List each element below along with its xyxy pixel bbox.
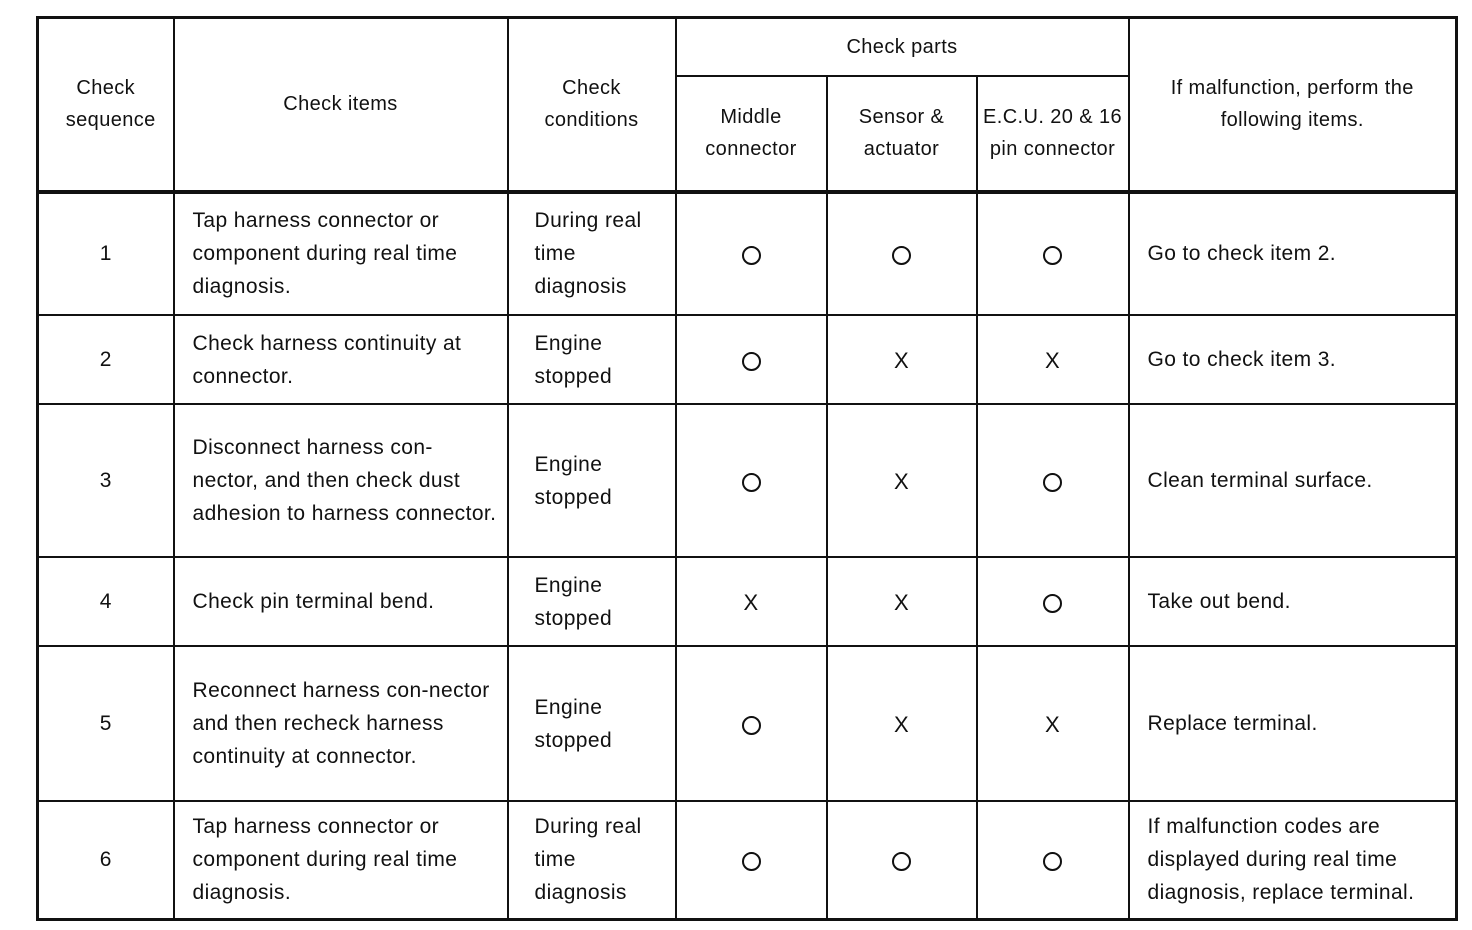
row-ecu-connector-mark bbox=[977, 646, 1129, 801]
row-condition-text: During real time diagnosis bbox=[534, 815, 642, 905]
mark-circle-icon bbox=[742, 352, 761, 371]
mark-circle-icon bbox=[892, 852, 911, 871]
row-condition bbox=[508, 646, 676, 801]
mark-x-icon: X bbox=[1044, 712, 1061, 738]
row-check-item: Check pin terminal bend. bbox=[174, 557, 508, 646]
row-sensor-actuator-mark bbox=[827, 801, 977, 920]
mark-circle-icon bbox=[742, 716, 761, 735]
row-middle-connector-mark bbox=[676, 557, 827, 646]
row-sequence: 5 bbox=[38, 646, 174, 801]
row-middle-connector-mark bbox=[676, 801, 827, 920]
header-ecu-connector-label: E.C.U. 20 & 16 pin connector bbox=[983, 106, 1122, 160]
row-sensor-actuator-mark bbox=[827, 192, 977, 316]
row-ecu-connector-mark bbox=[977, 192, 1129, 316]
row-sensor-actuator-mark bbox=[827, 646, 977, 801]
table-row bbox=[38, 801, 1457, 920]
row-ecu-connector-mark bbox=[977, 557, 1129, 646]
table-row bbox=[38, 404, 1457, 557]
row-action: Take out bend. bbox=[1129, 557, 1457, 646]
row-sequence: 1 bbox=[38, 192, 174, 316]
row-check-item: Check harness continuity at connector. bbox=[174, 315, 508, 404]
mark-x-icon: X bbox=[893, 469, 910, 495]
row-middle-connector-mark bbox=[676, 192, 827, 316]
mark-circle-icon bbox=[742, 473, 761, 492]
row-sequence: 3 bbox=[38, 404, 174, 557]
header-check-conditions bbox=[508, 18, 676, 192]
mark-x-icon: X bbox=[1044, 348, 1061, 374]
header-if-malfunction bbox=[1129, 18, 1457, 192]
header-check-items: Check items bbox=[174, 18, 508, 192]
row-check-item: Tap harness connector or component during real time diagnosis. bbox=[174, 801, 508, 920]
check-sequence-table bbox=[36, 16, 1458, 921]
row-condition bbox=[508, 557, 676, 646]
row-ecu-connector-mark bbox=[977, 801, 1129, 920]
header-check-sequence-label: Check sequence bbox=[65, 77, 156, 132]
mark-circle-icon bbox=[892, 246, 911, 265]
row-action-text: If malfunction codes are displayed during real time diagnosis, replace terminal. bbox=[1147, 815, 1415, 905]
row-action: Clean terminal surface. bbox=[1129, 404, 1457, 557]
header-check-conditions-label: Check conditions bbox=[544, 77, 639, 132]
row-ecu-connector-mark bbox=[977, 404, 1129, 557]
row-check-item: Disconnect harness con-nector, and then check dust adhesion to harness connector. bbox=[174, 404, 508, 557]
header-check-parts: Check parts bbox=[676, 18, 1129, 76]
row-sensor-actuator-mark bbox=[827, 557, 977, 646]
header-middle-connector-label: Middle connector bbox=[705, 106, 797, 160]
header-if-malfunction-label: If malfunction, perform the following items. bbox=[1170, 77, 1414, 132]
header-check-sequence bbox=[38, 18, 174, 192]
table-header bbox=[38, 18, 1457, 192]
row-ecu-connector-mark bbox=[977, 315, 1129, 404]
row-condition bbox=[508, 801, 676, 920]
row-condition-text: Engine stopped bbox=[534, 573, 613, 630]
table-body bbox=[38, 192, 1457, 920]
table-row bbox=[38, 315, 1457, 404]
row-action: Go to check item 2. bbox=[1129, 192, 1457, 316]
header-sensor-actuator-label: Sensor & actuator bbox=[858, 106, 945, 160]
mark-circle-icon bbox=[1043, 473, 1062, 492]
mark-circle-icon bbox=[742, 246, 761, 265]
table-row bbox=[38, 192, 1457, 316]
row-middle-connector-mark bbox=[676, 404, 827, 557]
row-action: Replace terminal. bbox=[1129, 646, 1457, 801]
row-condition bbox=[508, 315, 676, 404]
row-middle-connector-mark bbox=[676, 646, 827, 801]
row-sequence: 4 bbox=[38, 557, 174, 646]
table-row bbox=[38, 646, 1457, 801]
row-sensor-actuator-mark bbox=[827, 315, 977, 404]
mark-x-icon: X bbox=[893, 590, 910, 616]
row-action: Go to check item 3. bbox=[1129, 315, 1457, 404]
row-sensor-actuator-mark bbox=[827, 404, 977, 557]
row-check-item: Reconnect harness con-nector and then recheck harness continuity at connector. bbox=[174, 646, 508, 801]
mark-circle-icon bbox=[742, 852, 761, 871]
row-check-item: Tap harness connector or component during real time diagnosis. bbox=[174, 192, 508, 316]
row-middle-connector-mark bbox=[676, 315, 827, 404]
row-condition-text: Engine stopped bbox=[534, 452, 613, 509]
header-ecu-connector bbox=[977, 76, 1129, 192]
mark-x-icon: X bbox=[893, 348, 910, 374]
row-condition bbox=[508, 404, 676, 557]
mark-circle-icon bbox=[1043, 852, 1062, 871]
row-action bbox=[1129, 801, 1457, 920]
mark-x-icon: X bbox=[893, 712, 910, 738]
table-row bbox=[38, 557, 1457, 646]
header-middle-connector bbox=[676, 76, 827, 192]
mark-circle-icon bbox=[1043, 594, 1062, 613]
row-sequence: 6 bbox=[38, 801, 174, 920]
mark-circle-icon bbox=[1043, 246, 1062, 265]
header-sensor-actuator bbox=[827, 76, 977, 192]
row-sequence: 2 bbox=[38, 315, 174, 404]
row-condition-text: During real time diagnosis bbox=[534, 209, 642, 299]
mark-x-icon: X bbox=[743, 590, 759, 616]
row-condition-text: Engine stopped bbox=[534, 695, 613, 752]
row-condition-text: Engine stopped bbox=[534, 331, 613, 388]
row-condition bbox=[508, 192, 676, 316]
